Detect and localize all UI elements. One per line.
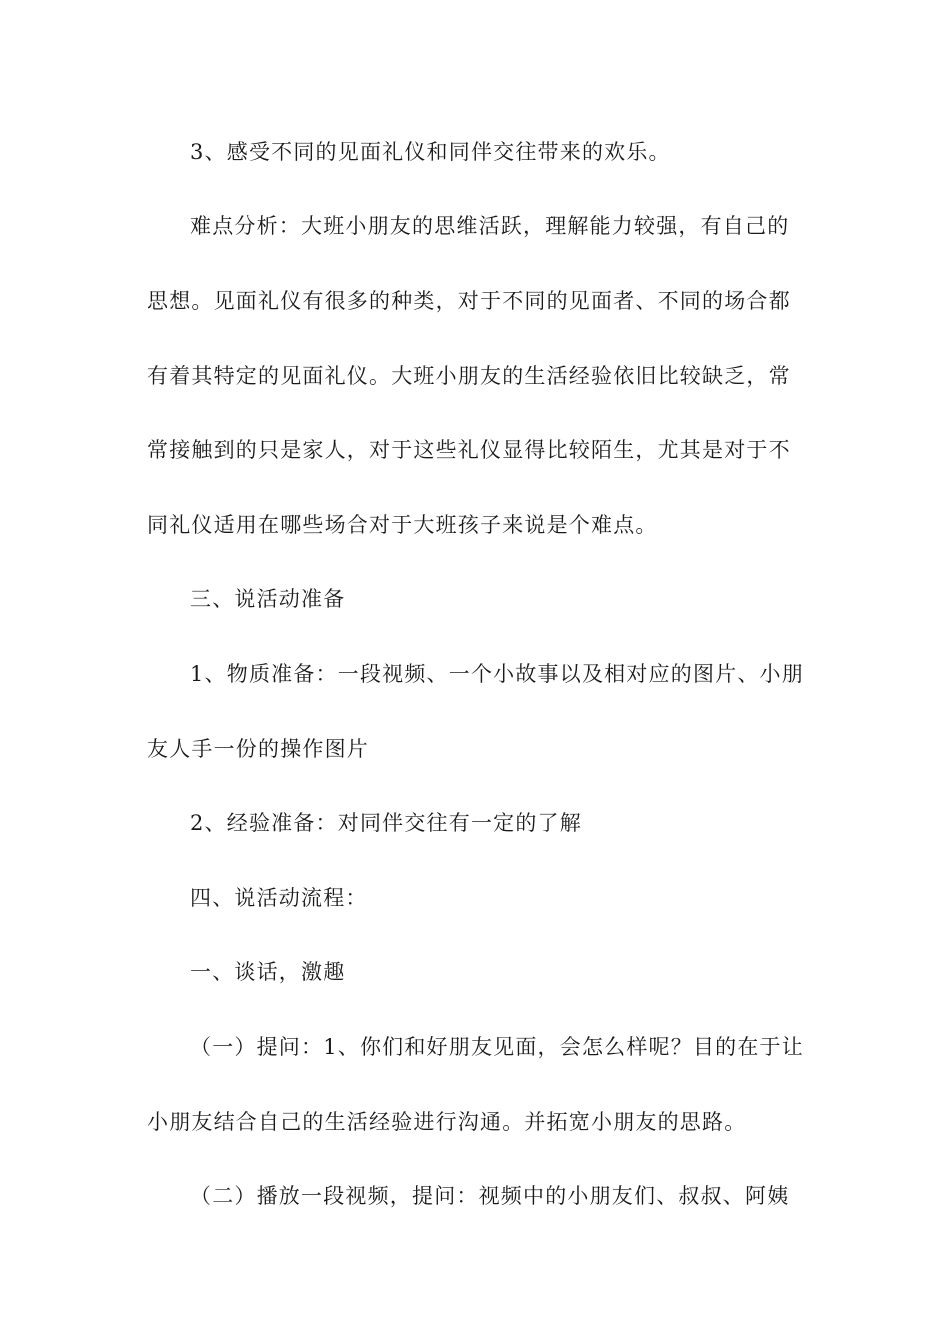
text-line: 思想。见面礼仪有很多的种类，对于不同的见面者、不同的场合都 xyxy=(147,289,791,313)
text-line: 小朋友结合自己的生活经验进行沟通。并拓宽小朋友的思路。 xyxy=(147,1110,747,1134)
text-line-video: （二）播放一段视频，提问：视频中的小朋友们、叔叔、阿姨 xyxy=(190,1184,790,1208)
text-line-question-1: （一）提问：1、你们和好朋友见面，会怎么样呢？目的在于让 xyxy=(190,1035,804,1059)
section-heading-process: 四、说活动流程： xyxy=(190,886,368,910)
subsection-heading-conversation: 一、谈话，激趣 xyxy=(190,960,346,984)
text-line-material-preparation: 1、物质准备：一段视频、一个小故事以及相对应的图片、小朋 xyxy=(190,662,804,686)
text-line: 友人手一份的操作图片 xyxy=(147,737,369,761)
text-line-goal-3: 3、感受不同的见面礼仪和同伴交往带来的欢乐。 xyxy=(190,140,671,164)
text-line-difficulty-analysis: 难点分析：大班小朋友的思维活跃，理解能力较强，有自己的 xyxy=(190,214,790,238)
text-line: 常接触到的只是家人，对于这些礼仪显得比较陌生，尤其是对于不 xyxy=(147,438,791,462)
text-line: 有着其特定的见面礼仪。大班小朋友的生活经验依旧比较缺乏，常 xyxy=(147,364,791,388)
text-line: 同礼仪适用在哪些场合对于大班孩子来说是个难点。 xyxy=(147,513,658,537)
section-heading-preparation: 三、说活动准备 xyxy=(190,587,346,611)
text-line-experience-preparation: 2、经验准备：对同伴交往有一定的了解 xyxy=(190,811,582,835)
